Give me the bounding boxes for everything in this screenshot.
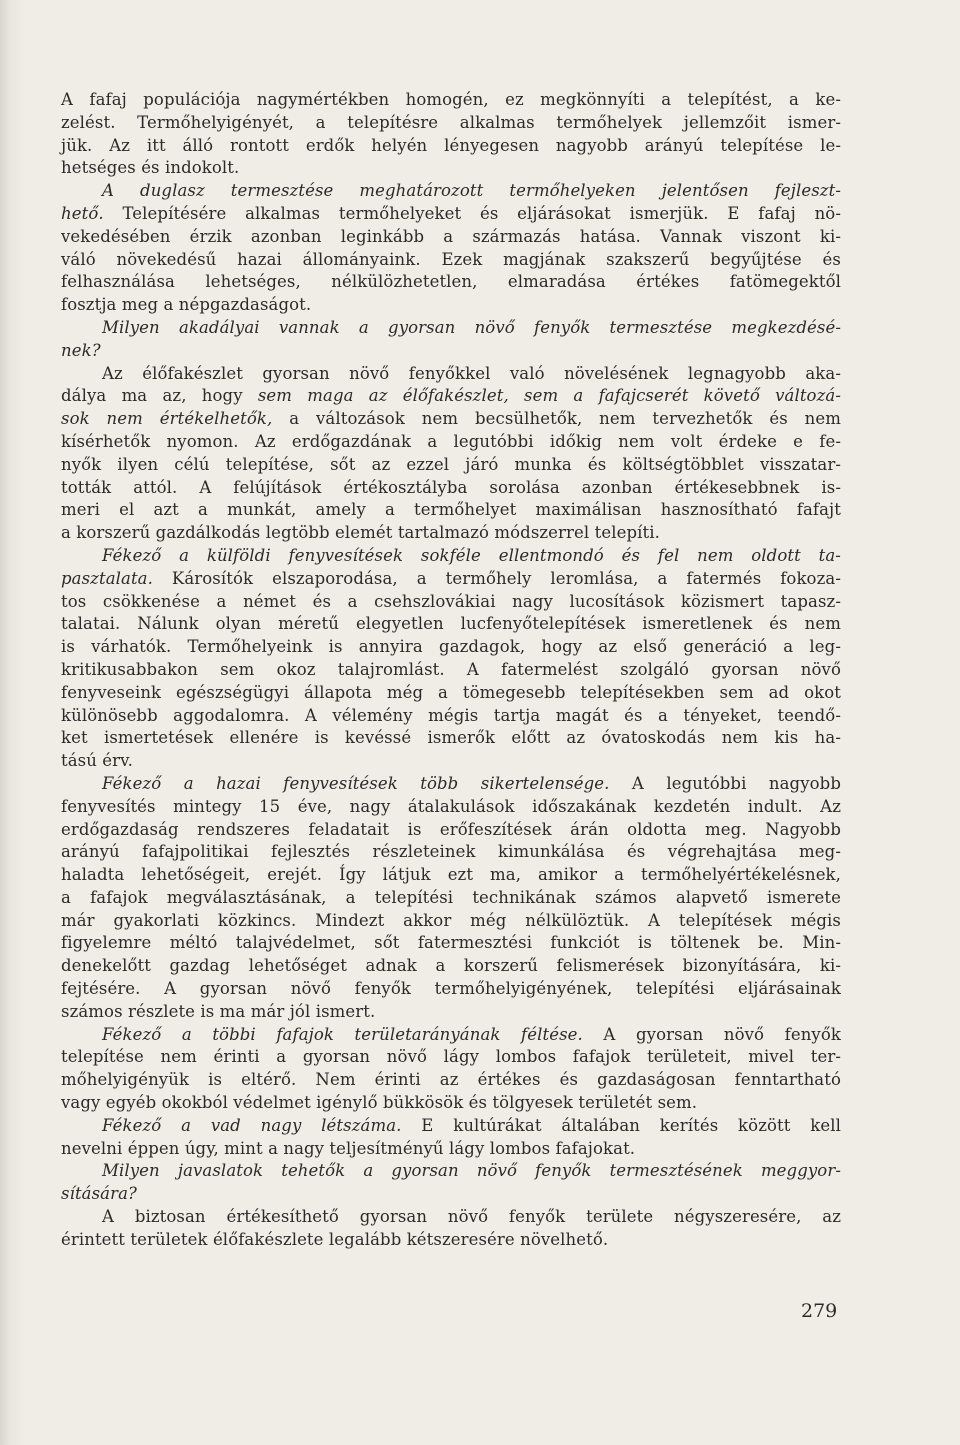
italic-text-segment: hető.	[61, 203, 104, 223]
text-line	[61, 1206, 841, 1229]
text-line	[61, 887, 841, 910]
text-line	[61, 1069, 841, 1092]
italic-text-segment: sem maga az élőfakészlet, sem a fafajcserét követő változá-	[257, 386, 841, 406]
text-segment: meri el azt a munkát, amely a termőhelyet maximálisan hasznosítható fafajt	[61, 500, 841, 520]
text-line	[61, 499, 841, 522]
text-segment: dálya ma az, hogy	[61, 386, 258, 406]
text-line	[61, 1092, 841, 1115]
text-segment: haladta lehetőségeit, erejét. Így látjuk ezt ma, amikor a termőhelyértékelésnek,	[61, 865, 841, 885]
text-line	[61, 89, 841, 112]
italic-text-segment: Fékező a többi fafajok területarányának féltése.	[102, 1024, 583, 1044]
text-segment: Az élőfakészlet gyorsan növő fenyőkkel való növelésének legnagyobb aka-	[102, 363, 841, 383]
text-segment: arányú fafajpolitikai fejlesztés részleteinek kimunkálása és végrehajtása meg-	[61, 842, 841, 862]
text-line	[61, 727, 841, 750]
text-segment: vagy egyéb okokból védelmet igénylő bükkösök és tölgyesek területét sem.	[61, 1093, 698, 1113]
text-line	[61, 1046, 841, 1069]
text-segment: A legutóbbi nagyobb	[609, 773, 841, 793]
text-line	[61, 363, 841, 386]
text-segment: tos csökkenése a német és a csehszlovákiai nagy lucosítások közismert tapasz-	[61, 591, 841, 611]
text-line	[61, 271, 841, 294]
text-line	[61, 636, 841, 659]
text-line	[61, 454, 841, 477]
text-segment: már gyakorlati közkincs. Mindezt akkor még nélkülöztük. A telepítések mégis	[61, 910, 841, 930]
text-segment: Telepítésére alkalmas termőhelyeket és eljárásokat ismerjük. E fafaj nö-	[103, 203, 841, 223]
text-segment: A biztosan értékesíthető gyorsan növő fenyők területe négyszeresére, az	[102, 1207, 841, 1227]
text-line	[61, 864, 841, 887]
text-line	[61, 568, 841, 591]
text-line	[61, 591, 841, 614]
text-segment: váló növekedésű hazai állományaink. Ezek magjának szakszerű begyűjtése és	[61, 249, 841, 269]
text-segment: kritikusabbakon sem okoz talajromlást. A fatermelést szolgáló gyorsan növő	[61, 659, 841, 679]
italic-text-segment: Fékező a hazai fenyvesítések több sikertelensége.	[102, 773, 610, 793]
text-line	[61, 431, 841, 454]
text-segment: érintett területek élőfakészlete legalább kétszeresére növelhető.	[61, 1229, 609, 1249]
text-segment: Károsítók elszaporodása, a termőhely leromlása, a fatermés fokoza-	[152, 568, 841, 588]
text-segment: számos részlete is ma már jól ismert.	[61, 1001, 376, 1021]
text-segment: E kultúrákat általában kerítés között kell	[401, 1115, 841, 1135]
text-segment: zelést. Termőhelyigényét, a telepítésre alkalmas termőhelyek jellemzőit ismer-	[61, 112, 841, 132]
text-line	[61, 1183, 841, 1206]
text-line	[61, 796, 841, 819]
text-segment: tású érv.	[61, 751, 133, 771]
text-segment: talatai. Nálunk olyan méretű elegyetlen lucfenyőtelepítések ismeretlenek és nem	[61, 614, 841, 634]
text-line	[61, 408, 841, 431]
text-line	[61, 705, 841, 728]
italic-text-segment: Milyen akadályai vannak a gyorsan növő fenyők termesztése megkezdésé-	[102, 317, 841, 337]
text-line	[61, 1024, 841, 1047]
text-line	[61, 317, 841, 340]
text-segment: fenyvesítés mintegy 15 éve, nagy átalakulások időszakának kezdetén indult. Az	[61, 796, 841, 816]
text-line	[61, 522, 841, 545]
text-segment: mőhelyigényük is eltérő. Nem érinti az értékes és gazdaságosan fenntartható	[61, 1070, 841, 1090]
italic-text-segment: Fékező a vad nagy létszáma.	[102, 1115, 402, 1135]
text-line	[61, 135, 841, 158]
text-segment: erdőgazdaság rendszeres feladatait is erőfeszítések árán oldotta meg. Nagyobb	[61, 819, 841, 839]
text-line	[61, 477, 841, 500]
text-segment: a változások nem becsülhetők, nem tervezhetők és nem	[272, 409, 841, 429]
text-segment: kísérhetők nyomon. Az erdőgazdának a legutóbbi időkig nem volt érdeke e fe-	[61, 431, 841, 451]
text-line	[61, 910, 841, 933]
text-line	[61, 932, 841, 955]
text-segment: A gyorsan növő fenyők	[582, 1024, 841, 1044]
text-line	[61, 180, 841, 203]
text-segment: A fafaj populációja nagymértékben homogén, ez megkönnyíti a telepítést, a ke-	[61, 90, 841, 109]
text-line	[61, 613, 841, 636]
text-line	[61, 659, 841, 682]
text-line	[61, 1138, 841, 1161]
text-segment: nevelni éppen úgy, mint a nagy teljesítményű lágy lombos fafajokat.	[61, 1138, 636, 1158]
text-line	[61, 1160, 841, 1183]
text-line	[61, 112, 841, 135]
text-segment: vekedésében érzik azonban leginkább a származás hatása. Vannak viszont ki-	[61, 226, 841, 246]
text-line	[61, 841, 841, 864]
text-segment: ket ismertetések ellenére is kevéssé ismerők előtt az óvatoskodás nem kis ha-	[61, 728, 841, 748]
text-line	[61, 157, 841, 180]
text-segment: fejtésére. A gyorsan növő fenyők termőhelyigényének, telepítési eljárásainak	[61, 979, 841, 999]
italic-text-segment: nek?	[61, 340, 101, 360]
text-line	[61, 819, 841, 842]
italic-text-segment: pasztalata.	[61, 568, 153, 588]
text-line	[61, 1001, 841, 1024]
text-line	[61, 773, 841, 796]
text-segment: is várhatók. Termőhelyeink is annyira gazdagok, hogy az első generáció a leg-	[61, 637, 841, 657]
text-segment: jük. Az itt álló rontott erdők helyén lényegesen nagyobb arányú telepítése le-	[61, 135, 841, 155]
italic-text-segment: A duglasz termesztése meghatározott termőhelyeken jelentősen fejleszt-	[102, 181, 841, 201]
text-line	[61, 682, 841, 705]
text-segment: fenyveseink egészségügyi állapota még a tömegesebb telepítésekben sem ad okot	[61, 682, 841, 702]
text-segment: figyelemre méltó talajvédelmet, sőt fatermesztési funkciót is töltenek be. Min-	[61, 933, 841, 953]
italic-text-segment: sítására?	[61, 1184, 137, 1204]
page-number: 279	[801, 1300, 838, 1322]
text-line	[61, 1115, 841, 1138]
text-line	[61, 340, 841, 363]
text-segment: nyők ilyen célú telepítése, sőt az ezzel járó munka és költségtöbblet visszatar-	[61, 454, 841, 474]
text-segment: hetséges és indokolt.	[61, 158, 240, 178]
text-segment: denekelőtt gazdag lehetőséget adnak a korszerű felismerések bizonyítására, ki-	[61, 956, 841, 976]
text-segment: telepítése nem érinti a gyorsan növő lágy lombos fafajok területeit, mivel ter-	[61, 1047, 841, 1067]
text-line	[61, 385, 841, 408]
text-line	[61, 226, 841, 249]
text-line	[61, 978, 841, 1001]
italic-text-segment: sok nem értékelhetők,	[61, 409, 273, 429]
text-segment: tották attól. A felújítások értékosztályba sorolása azonban értékesebbnek is-	[61, 477, 841, 497]
text-segment: felhasználása lehetséges, nélkülözhetetlen, elmaradása értékes fatömegektől	[61, 272, 841, 292]
text-line	[61, 249, 841, 272]
body-text	[61, 89, 841, 1252]
text-segment: különösebb aggodalomra. A vélemény mégis tartja magát és a tényeket, teendő-	[61, 705, 841, 725]
text-line	[61, 1229, 841, 1252]
text-segment: fosztja meg a népgazdaságot.	[61, 295, 312, 315]
text-line	[61, 203, 841, 226]
italic-text-segment: Milyen javaslatok tehetők a gyorsan növő fenyők termesztésének meggyor-	[102, 1161, 841, 1181]
text-segment: a fafajok megválasztásának, a telepítési technikának számos alapvető ismerete	[61, 887, 841, 907]
text-segment: a korszerű gazdálkodás legtöbb elemét tartalmazó módszerrel telepíti.	[61, 523, 660, 543]
text-line	[61, 294, 841, 317]
italic-text-segment: Fékező a külföldi fenyvesítések sokféle ellentmondó és fel nem oldott ta-	[102, 545, 841, 565]
text-line	[61, 750, 841, 773]
text-line	[61, 955, 841, 978]
text-line	[61, 545, 841, 568]
